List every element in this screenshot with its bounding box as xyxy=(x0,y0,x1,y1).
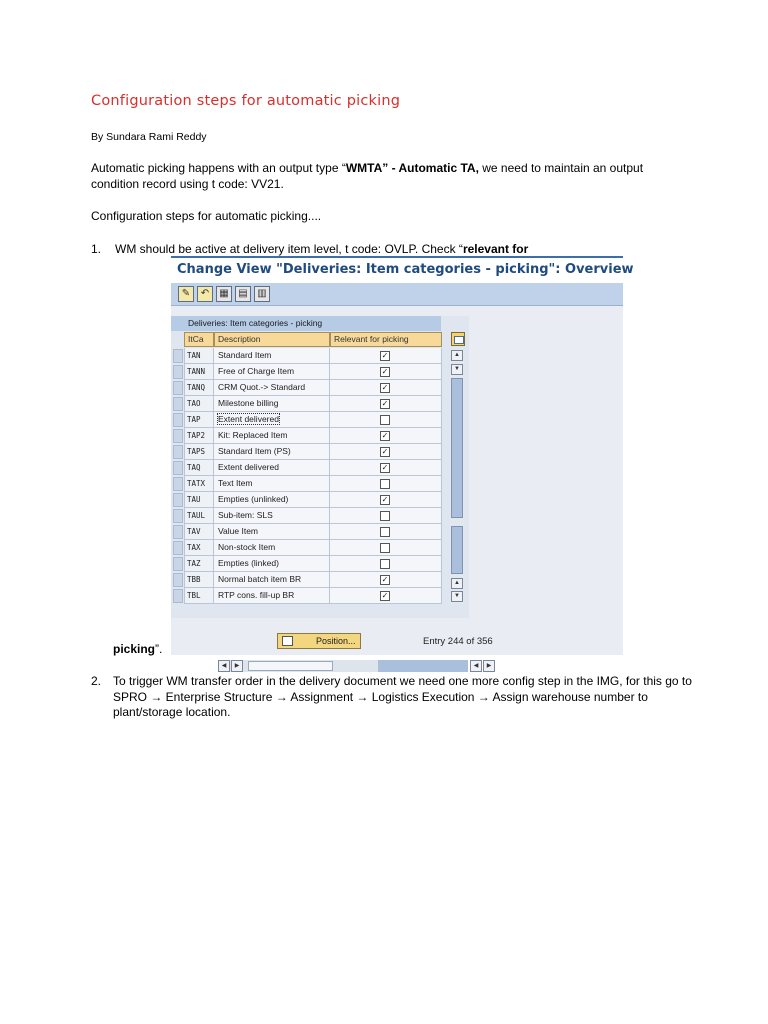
cell-relevant-for-picking xyxy=(330,524,442,540)
horizontal-scrollbar[interactable] xyxy=(218,660,492,672)
position-icon xyxy=(282,636,293,646)
cell-item-category: TAU xyxy=(184,492,214,508)
cell-item-category: TAUL xyxy=(184,508,214,524)
scroll-page-down-icon[interactable]: ▼ xyxy=(451,591,463,602)
cell-description xyxy=(214,556,330,572)
row-selector[interactable] xyxy=(173,429,183,443)
scroll-right-icon[interactable]: ▶ xyxy=(231,660,243,672)
cell-description-text: Standard Item (PS) xyxy=(218,446,291,456)
table-row[interactable] xyxy=(171,476,443,492)
intro-text-c: we need to maintain an output condition record using t code: VV21. xyxy=(91,161,644,191)
row-selector[interactable] xyxy=(173,477,183,491)
cell-description xyxy=(214,364,330,380)
scroll-up-icon[interactable]: ▲ xyxy=(451,350,463,361)
unchecked-checkbox[interactable] xyxy=(380,543,390,553)
cell-relevant-for-picking xyxy=(330,476,442,492)
vertical-scrollbar[interactable] xyxy=(450,348,464,604)
cell-description xyxy=(214,540,330,556)
row-selector[interactable] xyxy=(173,573,183,587)
cell-description-text: CRM Quot.-> Standard xyxy=(218,382,306,392)
select-all-icon[interactable]: ▦ xyxy=(216,286,232,302)
edit-icon[interactable]: ✎ xyxy=(178,286,194,302)
cell-description xyxy=(214,572,330,588)
cell-relevant-for-picking xyxy=(330,588,442,604)
cell-description-text: Extent delivered xyxy=(218,414,279,424)
cell-relevant-for-picking xyxy=(330,380,442,396)
cell-relevant-for-picking xyxy=(330,428,442,444)
cell-description xyxy=(214,524,330,540)
intro-text-bold: WMTA” - Automatic TA, xyxy=(345,161,479,175)
row-selector[interactable] xyxy=(173,397,183,411)
step2-text: To trigger WM transfer order in the delivery document we need one more config step in the IMG, for this go to SPRO → Enterprise Structure → Assignment → Logistics Execution → Assign warehouse number to plant/storage location. xyxy=(113,674,692,719)
table-row[interactable] xyxy=(171,524,443,540)
cell-relevant-for-picking xyxy=(330,444,442,460)
cell-item-category: TAO xyxy=(184,396,214,412)
table-row[interactable] xyxy=(171,492,443,508)
scroll-right-end-icon[interactable]: ▶ xyxy=(483,660,495,672)
document-title: Configuration steps for automatic picking xyxy=(91,93,401,109)
cell-relevant-for-picking xyxy=(330,364,442,380)
row-selector[interactable] xyxy=(173,525,183,539)
cell-description xyxy=(214,476,330,492)
cell-relevant-for-picking xyxy=(330,348,442,364)
horizontal-scroll-track[interactable] xyxy=(378,660,468,672)
cell-relevant-for-picking xyxy=(330,396,442,412)
cell-item-category: TAV xyxy=(184,524,214,540)
cell-relevant-for-picking xyxy=(330,492,442,508)
table-row[interactable] xyxy=(171,588,443,604)
select-block-icon[interactable]: ▤ xyxy=(235,286,251,302)
scroll-track-lower[interactable] xyxy=(451,526,463,574)
cell-item-category: TAZ xyxy=(184,556,214,572)
cell-item-category: TAP xyxy=(184,412,214,428)
checked-checkbox[interactable]: ✓ xyxy=(381,463,389,472)
checked-checkbox[interactable]: ✓ xyxy=(381,367,389,376)
scroll-down-icon[interactable]: ▼ xyxy=(451,364,463,375)
step1-cont-tail: ”. xyxy=(155,642,163,656)
checked-checkbox[interactable]: ✓ xyxy=(381,351,389,360)
table-settings-icon[interactable] xyxy=(451,332,465,346)
cell-description xyxy=(214,380,330,396)
cell-relevant-for-picking xyxy=(330,460,442,476)
cell-description xyxy=(214,412,330,428)
table-row[interactable] xyxy=(171,412,443,428)
intro-text-a: Automatic picking happens with an output type “ xyxy=(91,161,346,175)
row-selector[interactable] xyxy=(173,493,183,507)
table-row[interactable] xyxy=(171,444,443,460)
position-button-label: Position... xyxy=(316,636,356,646)
table-row[interactable] xyxy=(171,460,443,476)
cell-relevant-for-picking xyxy=(330,572,442,588)
table-row[interactable] xyxy=(171,348,443,364)
step2-number: 2. xyxy=(91,674,102,688)
checked-checkbox[interactable]: ✓ xyxy=(381,495,389,504)
cell-description xyxy=(214,508,330,524)
cell-item-category: TBL xyxy=(184,588,214,604)
sap-screenshot xyxy=(171,256,634,669)
cell-description-text: RTP cons. fill-up BR xyxy=(218,590,295,600)
cell-description-text: Empties (linked) xyxy=(218,558,279,568)
unchecked-checkbox[interactable] xyxy=(380,559,390,569)
cell-item-category: TAPS xyxy=(184,444,214,460)
cell-description xyxy=(214,428,330,444)
deselect-icon[interactable]: ▥ xyxy=(254,286,270,302)
cell-description-text: Milestone billing xyxy=(218,398,279,408)
row-selector[interactable] xyxy=(173,509,183,523)
cell-description-text: Kit: Replaced Item xyxy=(218,430,288,440)
row-selector[interactable] xyxy=(173,445,183,459)
cell-description xyxy=(214,396,330,412)
cell-description-text: Sub-item: SLS xyxy=(218,510,273,520)
cell-item-category: TANN xyxy=(184,364,214,380)
step1-text-main: WM should be active at delivery item level, t code: OVLP. Check “ xyxy=(115,242,463,256)
horizontal-scroll-thumb[interactable] xyxy=(248,661,333,671)
cell-relevant-for-picking xyxy=(330,508,442,524)
sap-toolbar xyxy=(171,283,623,306)
checked-checkbox[interactable]: ✓ xyxy=(381,399,389,408)
unchecked-checkbox[interactable] xyxy=(380,527,390,537)
cell-description-text: Standard Item xyxy=(218,350,272,360)
position-button[interactable] xyxy=(277,633,361,649)
cell-description-text: Non-stock Item xyxy=(218,542,276,552)
table-row[interactable] xyxy=(171,364,443,380)
cell-item-category: TANQ xyxy=(184,380,214,396)
cell-description-text: Empties (unlinked) xyxy=(218,494,289,504)
row-selector[interactable] xyxy=(173,541,183,555)
cell-description xyxy=(214,492,330,508)
checked-checkbox[interactable]: ✓ xyxy=(381,383,389,392)
step1-continuation xyxy=(113,642,162,656)
checked-checkbox[interactable]: ✓ xyxy=(381,447,389,456)
table-row[interactable] xyxy=(171,508,443,524)
undo-icon[interactable]: ↶ xyxy=(197,286,213,302)
intro-paragraph xyxy=(91,161,691,192)
checked-checkbox[interactable]: ✓ xyxy=(381,431,389,440)
checked-checkbox[interactable]: ✓ xyxy=(381,575,389,584)
cell-description xyxy=(214,348,330,364)
cell-description-text: Normal batch item BR xyxy=(218,574,302,584)
table-row[interactable] xyxy=(171,556,443,572)
byline: By Sundara Rami Reddy xyxy=(91,131,207,143)
row-selector[interactable] xyxy=(173,413,183,427)
row-selector[interactable] xyxy=(173,381,183,395)
step1-text xyxy=(115,242,528,256)
entry-counter: Entry 244 of 356 xyxy=(423,636,493,647)
table-row[interactable] xyxy=(171,572,443,588)
table-row[interactable] xyxy=(171,380,443,396)
sap-window-title: Change View "Deliveries: Item categories - picking": Overview xyxy=(177,262,634,277)
row-selector[interactable] xyxy=(173,461,183,475)
step1-text-bold: relevant for xyxy=(462,242,529,256)
step1-number: 1. xyxy=(91,242,102,256)
column-header-relevant-for-picking[interactable]: Relevant for picking xyxy=(330,332,442,347)
table-row[interactable] xyxy=(171,428,443,444)
checked-checkbox[interactable]: ✓ xyxy=(381,591,389,600)
scroll-left-icon[interactable]: ◀ xyxy=(218,660,230,672)
scroll-left-end-icon[interactable]: ◀ xyxy=(470,660,482,672)
cell-description-text: Free of Charge Item xyxy=(218,366,295,376)
column-header-description[interactable]: Description xyxy=(214,332,330,347)
scroll-track-upper[interactable] xyxy=(451,378,463,518)
unchecked-checkbox[interactable] xyxy=(380,511,390,521)
unchecked-checkbox[interactable] xyxy=(380,479,390,489)
column-header-itca[interactable]: ItCa xyxy=(184,332,214,347)
unchecked-checkbox[interactable] xyxy=(380,415,390,425)
row-selector[interactable] xyxy=(173,589,183,603)
cell-description xyxy=(214,460,330,476)
cell-item-category: TBB xyxy=(184,572,214,588)
row-selector[interactable] xyxy=(173,557,183,571)
cell-item-category: TAP2 xyxy=(184,428,214,444)
cell-item-category: TAN xyxy=(184,348,214,364)
cell-description-text: Value Item xyxy=(218,526,259,536)
cell-description xyxy=(214,588,330,604)
cell-relevant-for-picking xyxy=(330,556,442,572)
step1-cont-bold: picking xyxy=(113,642,156,656)
cell-description-text: Extent delivered xyxy=(218,462,279,472)
cell-item-category: TAX xyxy=(184,540,214,556)
cell-description-text: Text Item xyxy=(218,478,253,488)
scroll-page-up-icon[interactable]: ▲ xyxy=(451,578,463,589)
cell-item-category: TAQ xyxy=(184,460,214,476)
sap-titlebar xyxy=(171,256,634,283)
row-selector[interactable] xyxy=(173,365,183,379)
table-caption: Deliveries: Item categories - picking xyxy=(171,316,441,331)
cell-relevant-for-picking xyxy=(330,412,442,428)
config-paragraph: Configuration steps for automatic picking.... xyxy=(91,209,322,223)
cell-description xyxy=(214,444,330,460)
table-row[interactable] xyxy=(171,396,443,412)
cell-item-category: TATX xyxy=(184,476,214,492)
table-row[interactable] xyxy=(171,540,443,556)
row-selector[interactable] xyxy=(173,349,183,363)
cell-relevant-for-picking xyxy=(330,540,442,556)
